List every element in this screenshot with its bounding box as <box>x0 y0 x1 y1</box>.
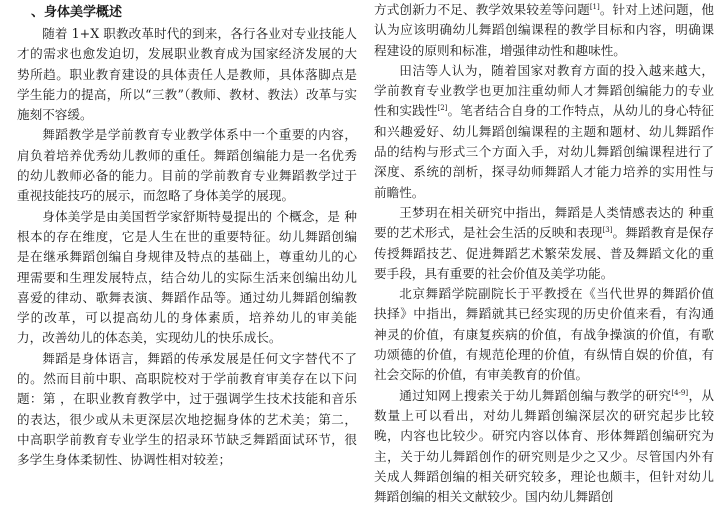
citation-ref: [3] <box>602 226 613 235</box>
paragraph <box>374 284 714 385</box>
paragraph-text: 。针对上述问题，他认为应该明确幼儿舞蹈创编课程的教学目标和内容，明确课程建设的原则和标准，增强律动性和趣味性。 <box>374 2 715 58</box>
paragraph-text: ，从数量上可以看出，对幼儿舞蹈创编深层次的研究起步比较晚，内容也比较少。研究内容以体育、形体舞蹈创编研究为主，关于幼儿舞蹈创作的研究则是少之又少。尽管国内外有关成人舞蹈创编的相关研究较多，理论也颇丰，但针对幼儿舞蹈创编的相关文献较少。国内幼儿舞蹈创 <box>374 387 715 505</box>
paragraph-text: 北京舞蹈学院副院长于平教授在《当代世界的舞蹈价值抉择》中指出，舞蹈就其已经实现的历史价值来看，有沟通神灵的价值，有康复疾病的价值，有战争操演的价值，有歌功颂德的价值，有规范伦理的价值，有纵情自娱的价值，有社会交际的价值，有审美教育的价值。 <box>374 286 714 383</box>
paragraph-text: 王梦玥在相关研究中指出，舞蹈是人类情感表达的 种重要的艺术形式，是社会生活的反映和表现 <box>374 204 714 241</box>
paragraph <box>374 61 714 203</box>
section-heading: 、身体美学概述 <box>31 5 123 20</box>
citation-ref: [2] <box>437 104 448 113</box>
citation-ref: [4-9] <box>671 388 689 397</box>
paragraph: 舞蹈教学是学前教育专业教学体系中一个重要的内容，肩负着培养优秀幼儿教师的重任。舞蹈创编能力是一名优秀的幼儿教师必备的能力。目前的学前教育专业舞蹈教学过于重视技能技巧的展示，而忽略了身体美学的展现。 <box>17 127 357 204</box>
paragraph: 舞蹈是身体语言，舞蹈的传承发展是任何文字替代不了的。然而目前中职、高职院校对于学前教育审美存在以下问题：第 ，在职业教育教学中，过于强调学生技术技能和音乐的表达，很少或从未更深层次地挖掘身体的艺术美；第二，中高职学前教育专业学生的招录环节缺乏舞蹈面试环节，很多学生身体柔韧性、协调性相对较差； <box>17 350 357 468</box>
right-column <box>374 0 714 507</box>
paragraph-text: 。舞蹈教育是保存传授舞蹈技艺、促进舞蹈艺术繁荣发展、普及舞蹈文化的重要手段，具有重要的社会价值及美学功能。 <box>374 225 714 281</box>
paragraph: 身体美学是由美国哲学家舒斯特曼提出的 个概念，是 种根本的存在维度，它是人生在世的重要特征。幼儿舞蹈创编是在继承舞蹈创编自身规律及特点的基础上，尊重幼儿的心理需要和生理发展特点，结合幼儿的实际生活来创编出幼儿喜爱的律动、歌舞表演、舞蹈作品等。通过幼儿舞蹈创编教学的改革，可以提高幼儿的身体素质，培养幼儿的审美能力，改善幼儿的体态美，实现幼儿的快乐成长。 <box>17 208 357 346</box>
paragraph-text: 通过知网上搜索关于幼儿舞蹈创编与教学的研究 <box>399 387 672 403</box>
citation-ref: [1] <box>589 2 600 11</box>
paragraph <box>374 0 714 61</box>
left-column <box>17 0 357 471</box>
paragraph-text: 方式创新力不足、教学效果较差等问题 <box>374 2 590 17</box>
paragraph: 随着 1+X 职教改革时代的到来，各行各业对专业技能人才的需求也愈发迫切，发展职业教育成为国家经济发展的大势所趋。职业教育建设的具体责任人是教师，具体落脚点是学生能力的提高，所以“三教”（教师、教材、教法）改革与实施刻不容缓。 <box>17 26 357 123</box>
paragraph <box>374 386 714 508</box>
paragraph-text: 。笔者结合自身的工作特点，从幼儿的身心特征和兴趣爱好、幼儿舞蹈创编课程的主题和题材、幼儿舞蹈作品的结构与形式三个方面入手，对幼儿舞蹈创编课程进行了深度、系统的剖析，探寻幼师舞蹈人才能力培养的实用性与前瞻性。 <box>374 103 715 200</box>
paragraph-text: 田洁等人认为，随着国家对教育方面的投入越来越大，学前教育专业教学也更加注重幼师人才舞蹈创编能力的专业性和实践性 <box>374 62 714 119</box>
paragraph <box>374 203 714 284</box>
